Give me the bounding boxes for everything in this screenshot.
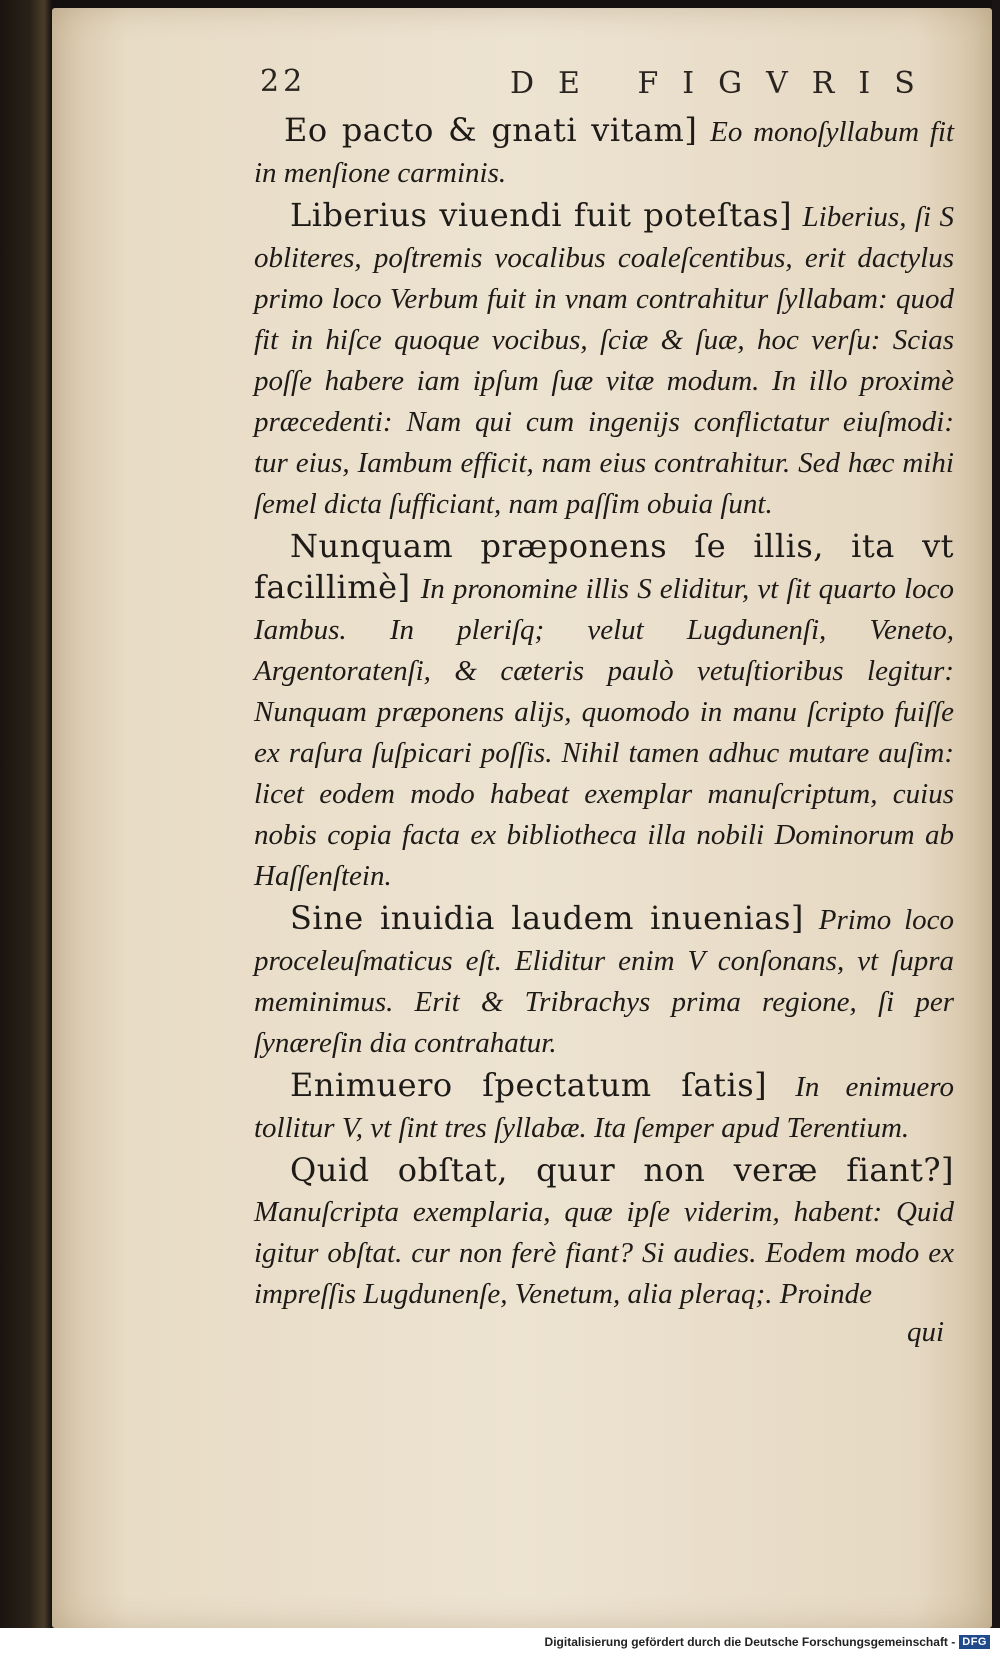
entry-comment: In pronomine illis S eliditur, vt ſit quarto loco Iambus. In pleriſq; velut Lugdunenſi, Veneto, Argentoratenſi, & cæteris paulò vetuſtioribus legitur: Nunquam præponens alijs, quomodo in manu ſcripto fuiſſe ex raſura ſuſpicari poſſis. Nihil tamen adhuc mutare auſim: licet eodem modo habeat exemplar manuſcriptum, cuius nobis copia facta ex bibliotheca illa nobili Dominorum ab Haſſenſtein.: [254, 573, 955, 892]
commentary-entry: [254, 110, 954, 193]
entry-comment: Primo loco proceleuſmaticus eſt. Eliditur enim V conſonans, vt ſupra meminimus. Erit & Tribrachys prima regione, ſi per ſynæreſin dia contrahatur.: [254, 904, 955, 1059]
entry-lemma: Eo pacto & gnati vitam]: [284, 111, 698, 149]
catchword: qui: [906, 1316, 944, 1348]
entry-comment: Liberius, ſi S obliteres, poſtremis vocalibus coaleſcentibus, erit dactylus primo loco Verbum fuit in vnam contrahitur ſyllabam: quod fit in hiſce quoque vocibus, ſciæ & ſuæ, hoc verſu: Scias poſſe habere iam ipſum ſuæ vitæ modum. In illo proximè præcedenti: Nam qui cum ingenijs conflictatur eiuſmodi: tur eius, Iambum efficit, nam eius contrahitur. Sed hæc mihi ſemel dicta ſufficiant, nam paſſim obuia ſunt.: [254, 201, 955, 520]
entry-lemma: Enimuero ſpectatum ſatis]: [290, 1066, 768, 1104]
commentary-entry: [254, 1150, 954, 1314]
commentary-entry: [254, 526, 954, 896]
dfg-logo: DFG: [959, 1635, 990, 1649]
digitization-footer: [0, 1628, 1000, 1656]
running-head: [210, 64, 940, 114]
entry-comment: In enimuero tollitur V, vt ſint tres ſyllabæ. Ita ſemper apud Terentium.: [254, 1071, 954, 1144]
entry-comment: Eo monoſyllabum fit in menſione carminis.: [254, 116, 954, 189]
footer-credit: Digitalisierung gefördert durch die Deutsche Forschungsgemeinschaft -: [544, 1635, 956, 1649]
entry-lemma: Liberius viuendi fuit poteſtas]: [290, 196, 793, 234]
commentary-entry: [254, 1065, 954, 1148]
entry-lemma: Sine inuidia laudem inuenias]: [290, 899, 804, 937]
entry-comment: Manuſcripta exemplaria, quæ ipſe viderim, habent: Quid igitur obſtat. cur non ferè fiant? Si audies. Eodem modo ex impreſſis Lugdunenſe, Venetum, alia pleraq;. Proinde: [254, 1196, 954, 1310]
entry-lemma: Quid obſtat, quur non veræ fiant?]: [290, 1151, 954, 1189]
running-head-title: DE FIGVRIS: [510, 66, 939, 101]
page-number: 22: [260, 64, 307, 99]
commentary-entry: [254, 898, 954, 1063]
text-block: [254, 110, 954, 1349]
entry-lemma: Nunquam præponens ſe illis, ita vt facillimè]: [254, 527, 954, 606]
scan-right-edge: [992, 0, 1000, 1656]
commentary-entry: [254, 195, 954, 524]
